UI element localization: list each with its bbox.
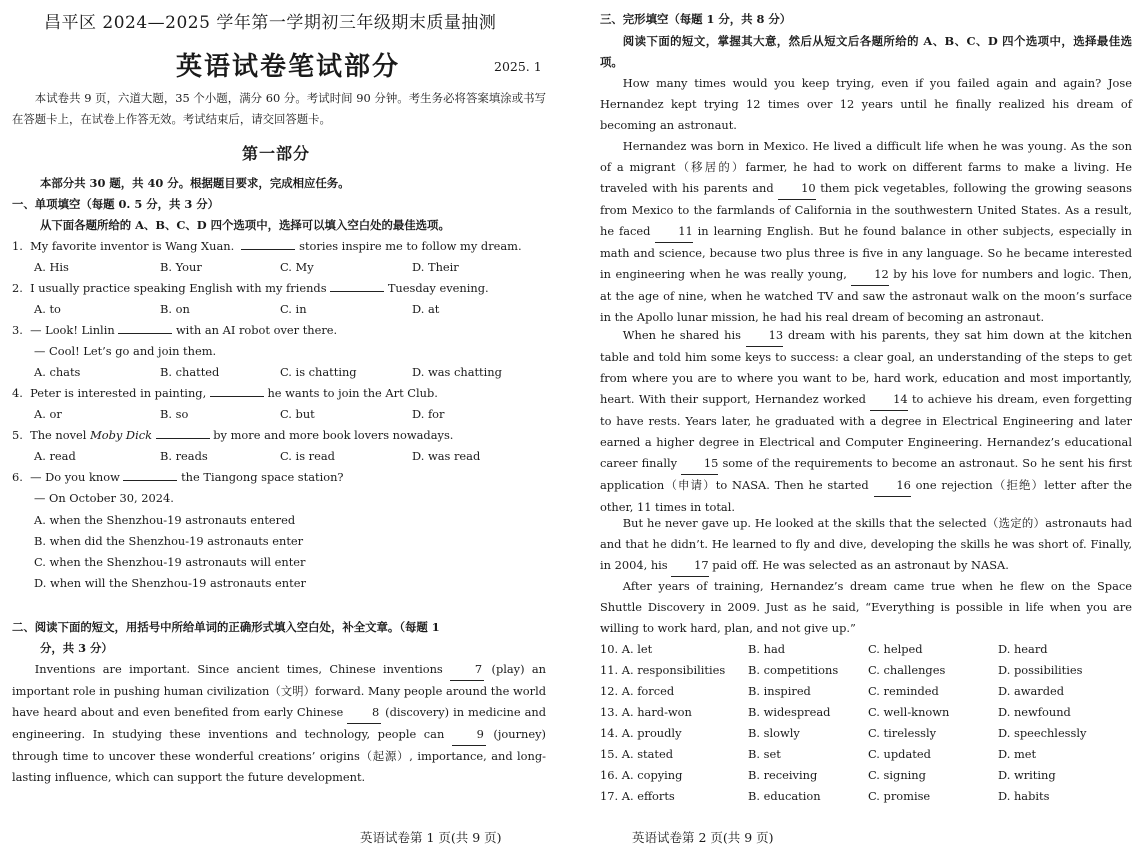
q17-option-c: C. promise (868, 789, 931, 803)
q16-option-d: D. writing (998, 768, 1056, 782)
q3-option-a: A. chats (34, 365, 81, 379)
question-5: 5. The novel Moby Dick by more and more book lovers nowadays. (12, 428, 454, 442)
passage-paragraph-1: How many times would you keep trying, even if you failed again and again? Jose Hernandez kept trying 12 times over 12 years until he finally realized his dream of becoming an astronaut. (600, 76, 1132, 132)
passage-paragraph-5: After years of training, Hernandez’s dream came true when he flew on the Space Shuttle Discovery in 2009. Just as he said, “Everything is possible in life when you are willing to work hard, plan, and not give up.” (600, 579, 1132, 635)
q11-option-a: 11. A. responsibilities (600, 663, 726, 677)
q4-option-d: D. for (412, 407, 445, 421)
q14-option-b: B. slowly (748, 726, 800, 740)
passage-paragraph-4: But he never gave up. He looked at the skills that the selected（选定的）astronauts had and that he didn’t. He learned to fly and dive, developing the skills he was short of. Finally, in 2004, his 17 paid off. He was selected as an astronaut by NASA. (600, 513, 1132, 577)
q11-option-d: D. possibilities (998, 663, 1083, 677)
part-intro: 本部分共 30 题，共 40 分。根据题目要求，完成相应任务。 (40, 176, 350, 190)
page-2-footer: 英语试卷第 2 页(共 9 页) (632, 830, 774, 845)
q13-option-b: B. widespread (748, 705, 831, 719)
passage-paragraph-2: Hernandez was born in Mexico. He lived a difficult life when he was young. As the son of a migrant（移居的）farmer, he had to work on different farms to make a living. He traveled with his parents and 10 them pick vegetables, following the growing seasons from Mexico to the farmlands of California in the southwestern United States. As a result, he faced 11 in learning English. But he found balance in other subjects, especially in math and science, because two plus three is five in any language. So he became interested in engineering when he was really young, 12 by his love for numbers and logic. Then, at the age of nine, when he watched TV and saw the astronaut walk on the moon’s surface in the Apollo lunar mission, he had his real dream of becoming an astronaut. (600, 139, 1132, 324)
q16-option-c: C. signing (868, 768, 926, 782)
q12-option-c: C. reminded (868, 684, 939, 698)
q1-option-b: B. Your (160, 260, 202, 274)
q15-option-c: C. updated (868, 747, 931, 761)
q17-option-b: B. education (748, 789, 821, 803)
section-2-title-line-1: 二、阅读下面的短文，用括号中所给单词的正确形式填入空白处，补全文章。（每题 1 (12, 620, 440, 634)
page-1-footer: 英语试卷第 1 页(共 9 页) (360, 830, 502, 845)
q2-option-b: B. on (160, 302, 190, 316)
q14-option-d: D. speechlessly (998, 726, 1087, 740)
blank-11: 11 (655, 221, 692, 243)
q17-option-a: 17. A. efforts (600, 789, 675, 803)
q3-option-d: D. was chatting (412, 365, 502, 379)
section-1-title: 一、单项填空（每题 0. 5 分，共 3 分） (12, 197, 220, 211)
q13-option-c: C. well-known (868, 705, 950, 719)
q10-option-c: C. helped (868, 642, 923, 656)
q10-option-b: B. had (748, 642, 786, 656)
q4-option-a: A. or (34, 407, 62, 421)
blank-9: 9 (452, 724, 486, 746)
blank-15: 15 (681, 453, 718, 475)
q14-option-c: C. tirelessly (868, 726, 937, 740)
q2-option-d: D. at (412, 302, 440, 316)
q15-option-b: B. set (748, 747, 781, 761)
blank-12: 12 (851, 264, 888, 286)
q5-option-b: B. reads (160, 449, 208, 463)
section-3-title: 三、完形填空（每题 1 分，共 8 分） (600, 12, 792, 26)
q12-option-b: B. inspired (748, 684, 811, 698)
blank-17: 17 (671, 555, 708, 577)
blank-13: 13 (746, 325, 783, 347)
q14-option-a: 14. A. proudly (600, 726, 682, 740)
q4-option-b: B. so (160, 407, 189, 421)
q2-option-a: A. to (34, 302, 61, 316)
blank-14: 14 (870, 389, 907, 411)
blank-8: 8 (347, 702, 381, 724)
question-2: 2. I usually practice speaking English with my friends Tuesday evening. (12, 281, 489, 295)
q3-option-c: C. is chatting (280, 365, 357, 379)
q13-option-a: 13. A. hard-won (600, 705, 692, 719)
question-1: 1. My favorite inventor is Wang Xuan. stories inspire me to follow my dream. (12, 239, 522, 253)
q1-option-d: D. Their (412, 260, 459, 274)
q10-option-d: D. heard (998, 642, 1048, 656)
q13-option-d: D. newfound (998, 705, 1071, 719)
q3-option-b: B. chatted (160, 365, 220, 379)
q6-option-a: A. when the Shenzhou-19 astronauts entered (34, 513, 296, 527)
section-3-instructions: 阅读下面的短文，掌握其大意，然后从短文后各题所给的 A、B、C、D 四个选项中，选择最佳选项。 (600, 34, 1132, 69)
q16-option-a: 16. A. copying (600, 768, 683, 782)
section-1-instructions: 从下面各题所给的 A、B、C、D 四个选项中，选择可以填入空白处的最佳选项。 (40, 218, 450, 232)
q12-option-a: 12. A. forced (600, 684, 675, 698)
question-3-response: — Cool! Let’s go and join them. (34, 344, 217, 358)
question-6: 6. — Do you know the Tiangong space station? (12, 470, 344, 484)
q16-option-b: B. receiving (748, 768, 818, 782)
q15-option-a: 15. A. stated (600, 747, 674, 761)
blank-7: 7 (450, 659, 484, 681)
q15-option-d: D. met (998, 747, 1037, 761)
blank-10: 10 (778, 178, 815, 200)
question-4: 4. Peter is interested in painting, he wants to join the Art Club. (12, 386, 438, 400)
passage-paragraph-3: When he shared his 13 dream with his parents, they sat him down at the kitchen table and told him some keys to success: a clear goal, an understanding of the steps to get from where you are to where you want to be, hard work, education and most importantly, heart. With their support, Hernandez worked 14 to achieve his dream, even forgetting to have rests. Years later, he graduated with a degree in Electrical Engineering and later earned a higher degree in Electrical and Computer Engineering. Hernandez’s educational career finally 15 some of the requirements to become an astronaut. So he sent his first application（申请）to NASA. Then he started 16 one rejection（拒绝）letter after the other, 11 times in total. (600, 325, 1132, 518)
page-2 (590, 0, 1144, 857)
exam-title: 英语试卷笔试部分 (176, 52, 401, 82)
q5-option-a: A. read (34, 449, 76, 463)
exam-intro: 本试卷共 9 页，六道大题，35 个小题，满分 60 分。考试时间 90 分钟。考生务必将答案填涂或书写在答题卡上，在试卷上作答无效。考试结束后，请交回答题卡。 (12, 91, 546, 126)
q12-option-d: D. awarded (998, 684, 1065, 698)
q6-option-c: C. when the Shenzhou-19 astronauts will enter (34, 555, 306, 569)
q11-option-c: C. challenges (868, 663, 946, 677)
question-3: 3. — Look! Linlin with an AI robot over there. (12, 323, 338, 337)
q4-option-c: C. but (280, 407, 315, 421)
question-6-response: — On October 30, 2024. (34, 491, 174, 505)
q17-option-d: D. habits (998, 789, 1050, 803)
q5-option-c: C. is read (280, 449, 335, 463)
exam-date: 2025. 1 (494, 59, 542, 74)
section-2-title-line-2: 分，共 3 分） (40, 641, 113, 655)
blank-16: 16 (874, 475, 911, 497)
q1-option-c: C. My (280, 260, 314, 274)
q11-option-b: B. competitions (748, 663, 839, 677)
q6-option-b: B. when did the Shenzhou-19 astronauts enter (34, 534, 304, 548)
q2-option-c: C. in (280, 302, 307, 316)
exam-header-line: 昌平区 2024—2025 学年第一学期初三年级期末质量抽测 (44, 13, 497, 33)
q5-option-d: D. was read (412, 449, 481, 463)
q10-option-a: 10. A. let (600, 642, 653, 656)
q1-option-a: A. His (34, 260, 69, 274)
q6-option-d: D. when will the Shenzhou-19 astronauts enter (34, 576, 306, 590)
part-title: 第一部分 (242, 144, 311, 163)
section-2-passage: Inventions are important. Since ancient times, Chinese inventions 7 (play) an important role in pushing human civilization（文明）forward. Many people around the world have heard about and even benefited from early Chinese 8 (discovery) in medicine and engineering. In studying these inventions and technology, people can 9 (journey) through time to uncover these wonderful creations’ origins（起源）, importance, and long-lasting influence, which can support the future development. (12, 659, 546, 788)
